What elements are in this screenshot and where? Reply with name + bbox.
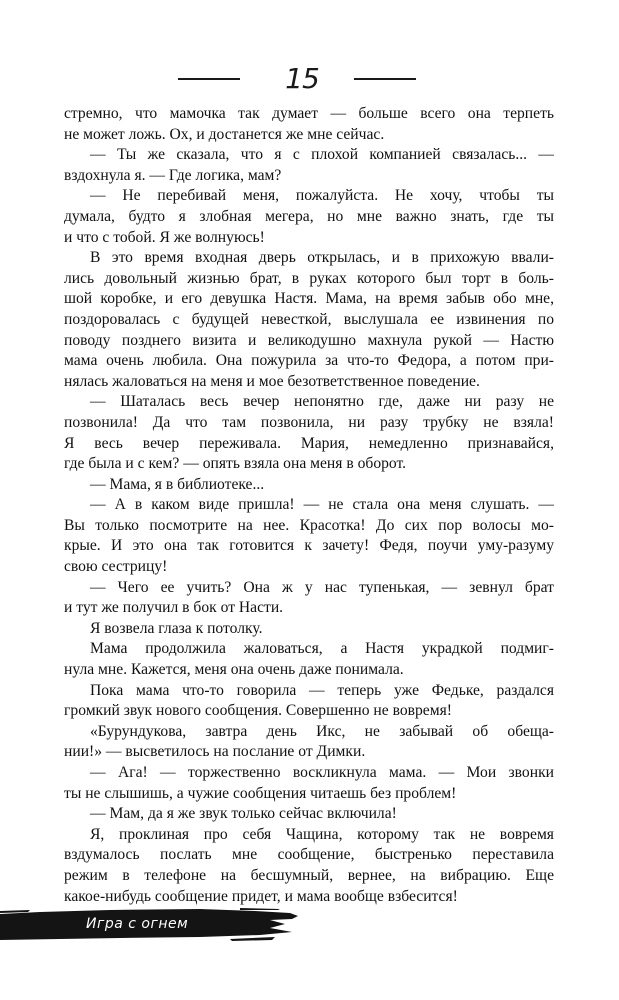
footer-brush-banner [0, 906, 300, 946]
text-line: — А в каком виде пришла! — не стала она меня слушать. — [90, 496, 554, 514]
text-line: и тут же получил в бок от Насти. [64, 599, 284, 617]
header-rule-left [178, 78, 240, 80]
text-line: Я, проклиная про себя Чащина, которому так не вовремя [90, 825, 554, 843]
text-line: и что с тобой. Я же волнуюсь! [64, 228, 265, 246]
text-line: — Ты же сказала, что я с плохой компанией связалась... — [90, 146, 554, 164]
text-line: крые. И это она так готовится к зачету! Федя, поучи уму-разуму [64, 537, 554, 555]
book-title: Игра с огнем [86, 916, 189, 932]
text-line: — Чего ее учить? Она ж у нас тупенькая, — зевнул брат [90, 578, 554, 596]
text-line: — Мам, да я же звук только сейчас включила! [90, 805, 397, 823]
text-line: В это время входная дверь открылась, и в прихожую ввали- [90, 249, 554, 267]
text-line: Мама продолжила жаловаться, а Настя украдкой подмиг- [90, 640, 554, 658]
text-line: — Не перебивай меня, пожалуйста. Не хочу, чтобы ты [90, 187, 554, 205]
text-line: «Бурундукова, завтра день Икс, не забывай об обеща- [90, 722, 554, 740]
text-line: — Ага! — торжественно воскликнула мама. — Мои звонки [90, 764, 554, 781]
text-line: режим в телефоне на бесшумный, вернее, на вибрацию. Еще [64, 866, 554, 884]
text-line: свою сестрицу! [64, 558, 168, 576]
page-header [0, 62, 619, 102]
text-line: не может ложь. Ох, и достанется же мне сейчас. [64, 125, 385, 143]
text-line: стремно, что мамочка так думает — больше всего она терпеть [64, 105, 554, 122]
text-line: — Шаталась весь вечер непонятно где, даже ни разу не [90, 393, 554, 411]
text-line: вздумалось послать мне сообщение, быстренько переставила [64, 846, 554, 864]
text-line: лись довольный жизнью брат, в руках которого был торт в боль- [64, 269, 554, 287]
text-line: думала, будто я злобная мегера, но мне важно знать, где ты [64, 207, 554, 225]
page-number: 15 [285, 62, 319, 95]
text-line: мама очень любила. Она пожурила за что-то Федора, а потом при- [64, 352, 554, 370]
text-line: Я весь вечер переживала. Мария, немедленно признавайся, [64, 434, 554, 452]
body-text [64, 104, 554, 907]
text-line: громкий звук нового сообщения. Совершенно не вовремя! [64, 702, 452, 720]
text-line: нула мне. Кажется, меня она очень даже понимала. [64, 661, 404, 679]
text-line: поздоровалась с будущей невесткой, выслушала ее извинения по [64, 310, 554, 328]
text-line: шой коробке, и его девушка Настя. Мама, на время забыв обо мне, [64, 290, 554, 308]
text-line: — Мама, я в библиотеке... [90, 475, 265, 493]
header-rule-right [354, 78, 416, 80]
text-line: нялась жаловаться на меня и мое безответственное поведение. [64, 372, 480, 390]
text-line: поводу позднего визита и великодушно махнула рукой — Настю [64, 331, 554, 349]
text-line: какое-нибудь сообщение придет, и мама вообще взбесится! [64, 887, 458, 905]
text-line: где была и с кем? — опять взяла она меня в оборот. [64, 455, 407, 473]
text-line: нии!» — высветилось на послание от Димки. [64, 743, 366, 761]
text-line: Вы только посмотрите на нее. Красотка! До сих пор волосы мо- [64, 516, 554, 534]
text-line: вздохнула я. — Где логика, мам? [64, 166, 282, 184]
text-line: Я возвела глаза к потолку. [90, 619, 263, 637]
text-line: Пока мама что-то говорила — теперь уже Федьке, раздался [90, 681, 554, 699]
text-line: позвонила! Да что там позвонила, ни разу трубку не взяла! [64, 413, 554, 431]
text-line: ты не слышишь, а чужие сообщения читаешь без проблем! [64, 784, 457, 802]
